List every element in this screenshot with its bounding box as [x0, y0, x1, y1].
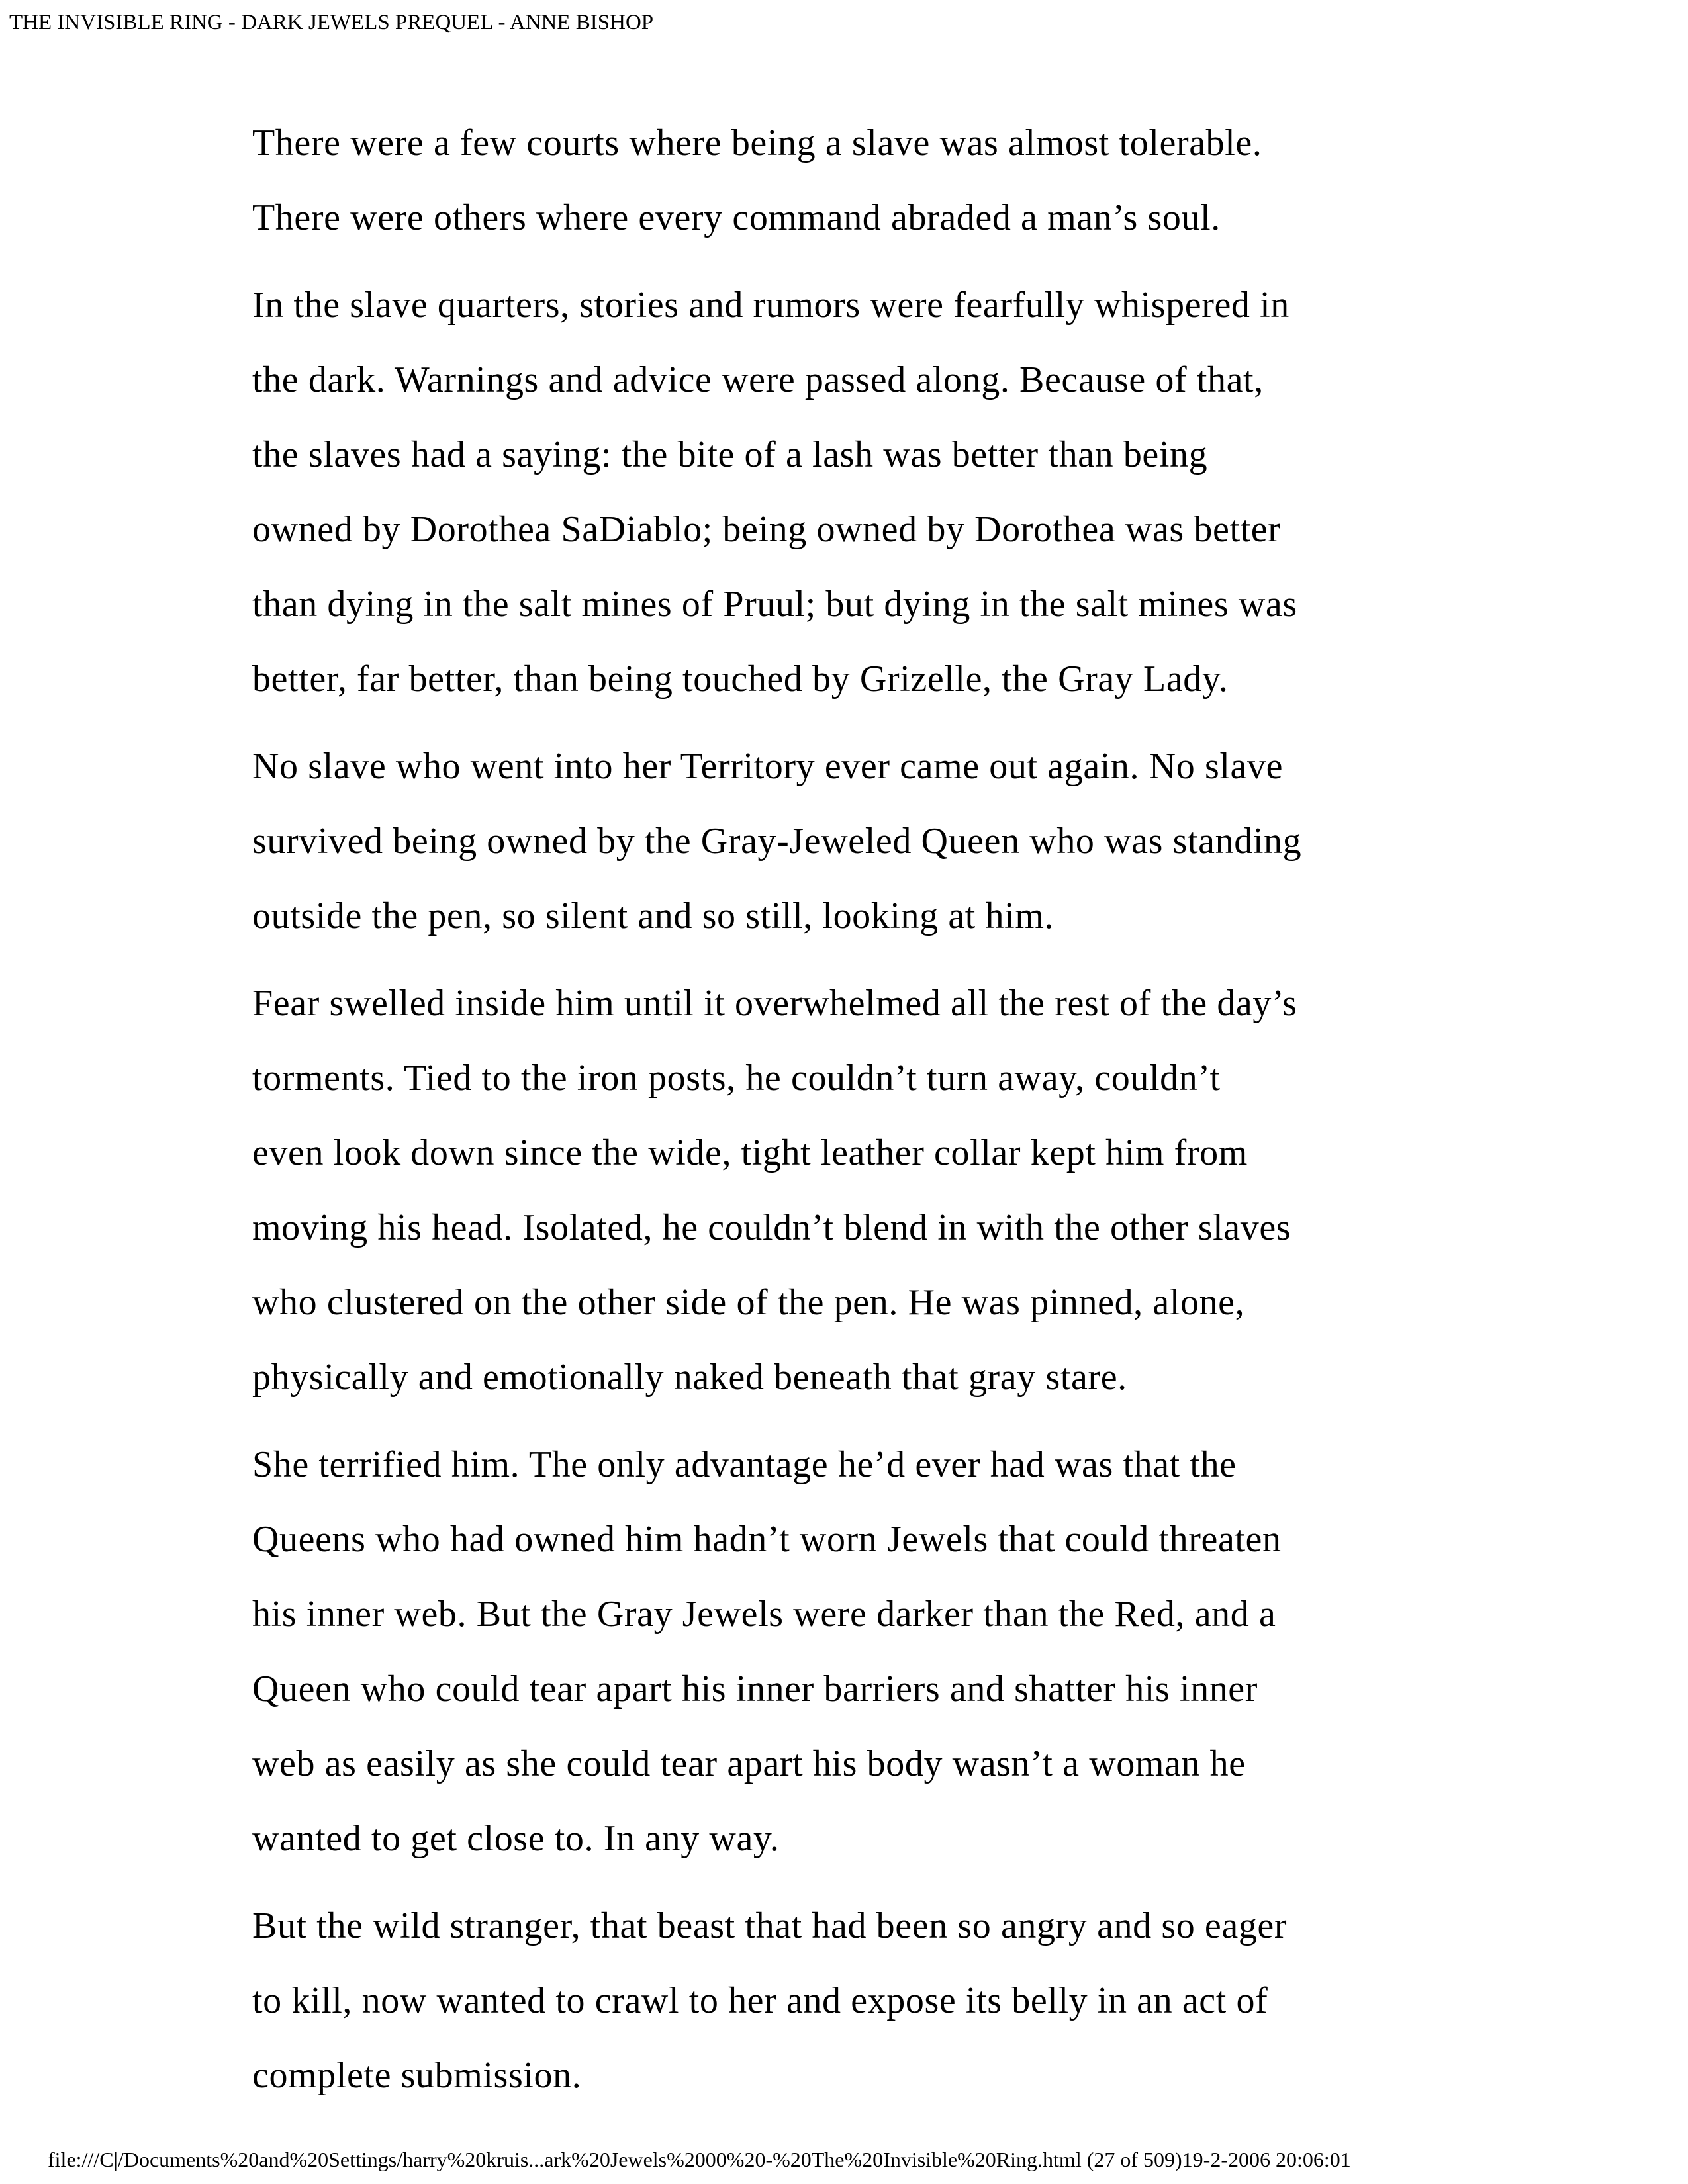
paragraph	[252, 268, 1437, 717]
text-line: But the wild stranger, that beast that had been so angry and so eager	[252, 1905, 1288, 1946]
page-footer: file:///C|/Documents%20and%20Settings/harry%20kruis...ark%20Jewels%2000%20-%20The%20Invisible%20Ring.html (27 of 509)19-2-2006 20:06:01	[48, 2148, 1351, 2171]
text-line: web as easily as she could tear apart his body wasn’t a woman he	[252, 1743, 1246, 1784]
text-line: complete submission.	[252, 2055, 582, 2096]
text-line: wanted to get close to. In any way.	[252, 1818, 780, 1859]
text-line: There were a few courts where being a slave was almost tolerable.	[252, 122, 1262, 163]
text-line: outside the pen, so silent and so still, looking at him.	[252, 895, 1055, 936]
text-line: She terrified him. The only advantage he’d ever had was that the	[252, 1444, 1237, 1485]
paragraph	[252, 1428, 1437, 1876]
text-line: In the slave quarters, stories and rumors were fearfully whispered in	[252, 285, 1289, 326]
text-line: physically and emotionally naked beneath that gray stare.	[252, 1357, 1127, 1398]
paragraph	[252, 1889, 1437, 2113]
paragraph	[252, 106, 1437, 255]
paragraph	[252, 966, 1437, 1415]
text-line: who clustered on the other side of the pen. He was pinned, alone,	[252, 1282, 1245, 1323]
page-header: THE INVISIBLE RING - DARK JEWELS PREQUEL - ANNE BISHOP	[9, 11, 654, 34]
text-line: the slaves had a saying: the bite of a lash was better than being	[252, 434, 1208, 475]
text-line: Queens who had owned him hadn’t worn Jewels that could threaten	[252, 1519, 1282, 1560]
text-line: survived being owned by the Gray-Jeweled Queen who was standing	[252, 821, 1302, 862]
text-line: No slave who went into her Territory ever came out again. No slave	[252, 746, 1284, 787]
text-line: moving his head. Isolated, he couldn’t blend in with the other slaves	[252, 1207, 1291, 1248]
text-line: than dying in the salt mines of Pruul; but dying in the salt mines was	[252, 584, 1297, 625]
text-line: his inner web. But the Gray Jewels were darker than the Red, and a	[252, 1594, 1276, 1635]
document-body	[252, 106, 1437, 2126]
text-line: the dark. Warnings and advice were passed along. Because of that,	[252, 359, 1264, 400]
text-line: Fear swelled inside him until it overwhelmed all the rest of the day’s	[252, 983, 1297, 1024]
text-line: even look down since the wide, tight leather collar kept him from	[252, 1132, 1248, 1173]
text-line: torments. Tied to the iron posts, he couldn’t turn away, couldn’t	[252, 1058, 1221, 1099]
paragraph	[252, 729, 1437, 954]
text-line: owned by Dorothea SaDiablo; being owned by Dorothea was better	[252, 509, 1281, 550]
text-line: to kill, now wanted to crawl to her and expose its belly in an act of	[252, 1980, 1268, 2021]
text-line: better, far better, than being touched by Grizelle, the Gray Lady.	[252, 659, 1229, 700]
text-line: There were others where every command abraded a man’s soul.	[252, 197, 1221, 238]
text-line: Queen who could tear apart his inner barriers and shatter his inner	[252, 1668, 1258, 1709]
